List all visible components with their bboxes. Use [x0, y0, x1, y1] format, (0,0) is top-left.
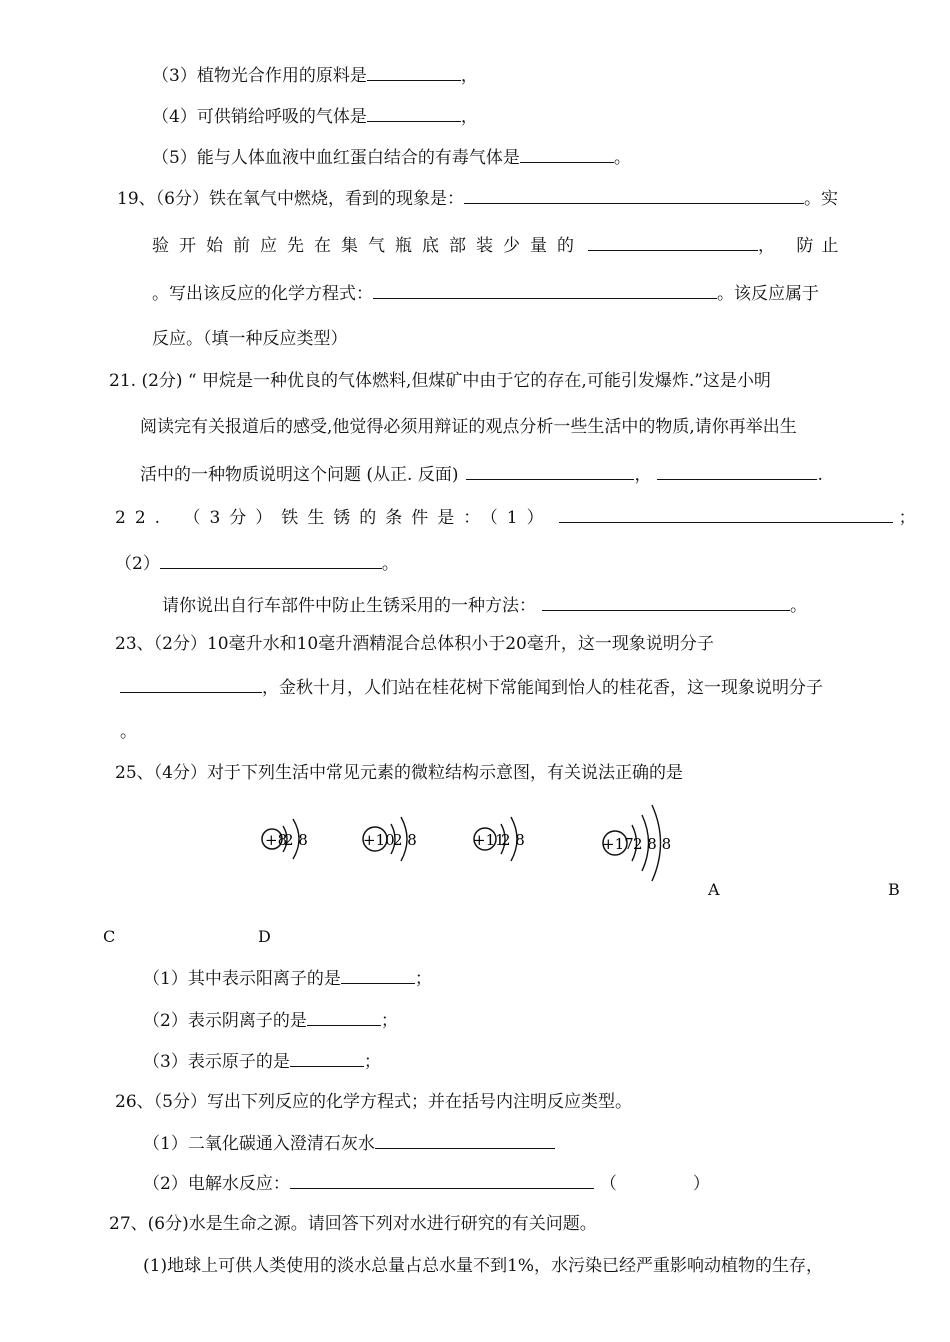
answer-blank[interactable]: [367, 64, 461, 81]
q18-item3: [152, 64, 478, 87]
q22-line3: [162, 594, 807, 617]
q18-item5: [152, 146, 631, 169]
atom-diagram-b: [355, 806, 435, 878]
q27-line2: (1)地球上可供人类使用的淡水总量占总水量不到1%，水污染已经严重影响动植物的生存，: [143, 1256, 824, 1276]
answer-blank[interactable]: [657, 463, 817, 480]
paren-close: ）: [692, 1174, 710, 1194]
q26-line1: 26、（5分）写出下列反应的化学方程式；并在括号内注明反应类型。: [115, 1092, 632, 1112]
paren-open: （: [599, 1174, 617, 1194]
q23-text: ，金秋十月，人们站在桂花树下常能闻到怡人的桂花香，这一现象说明分子: [262, 678, 823, 698]
answer-blank[interactable]: [290, 1172, 594, 1189]
q19-line4: 反应。（填一种反应类型）: [152, 329, 348, 349]
q19-line2: [152, 234, 846, 257]
atom-diagram-c: [467, 806, 547, 878]
q19-text: 。该反应属于: [717, 284, 819, 304]
punct: ，: [460, 66, 478, 86]
q19-text: 。写出该反应的化学方程式：: [152, 284, 373, 304]
q23-line2: [120, 676, 823, 699]
punct: ，: [634, 465, 652, 485]
q25-text: （2）表示阴离子的是: [143, 1011, 307, 1031]
atom-a-nucleus: +8: [265, 831, 288, 849]
q19-line3: [152, 282, 819, 305]
atom-diagram-d: [598, 795, 698, 890]
answer-blank[interactable]: [466, 463, 634, 480]
q27-line1: 27、(6分)水是生命之源。请回答下列对水进行研究的有关问题。: [109, 1214, 597, 1234]
q19-text-end: 。实: [803, 189, 838, 209]
diagram-label-a: A: [708, 880, 720, 899]
punct: .: [817, 465, 823, 485]
q25-item1: [143, 967, 432, 990]
atom-diagram-a: [255, 806, 325, 878]
answer-blank[interactable]: [588, 234, 758, 251]
q22-text: 22. （3分）铁生锈的条件是：（1）: [115, 508, 553, 528]
q22-line2: [115, 552, 399, 575]
punct: ；: [363, 1052, 381, 1072]
answer-blank[interactable]: [520, 146, 614, 163]
atom-a-electrons: 2 8: [284, 831, 308, 849]
answer-blank[interactable]: [373, 282, 717, 299]
answer-blank[interactable]: [375, 1132, 555, 1149]
q22-text: 请你说出自行车部件中防止生锈采用的一种方法：: [162, 596, 536, 616]
answer-blank[interactable]: [290, 1050, 364, 1067]
q25-line1: 25、（4分）对于下列生活中常见元素的微粒结构示意图，有关说法正确的是: [115, 763, 683, 783]
atom-b-nucleus: +10: [363, 831, 395, 849]
q23-line1: 23、（2分）10毫升水和10毫升酒精混合总体积小于20毫升，这一现象说明分子: [115, 634, 714, 654]
q23-line3: 。: [120, 722, 137, 742]
q18-item5-text: （5）能与人体血液中血红蛋白结合的有毒气体是: [152, 148, 520, 168]
q25-item2: [143, 1009, 398, 1032]
q19-text: 验开始前应先在集气瓶底部装少量的: [152, 236, 584, 256]
q21-line2: 阅读完有关报道后的感受,他觉得必须用辩证的观点分析一些生活中的物质,请你再举出生: [140, 417, 797, 437]
punct: 。: [790, 596, 807, 616]
q25-text: （3）表示原子的是: [143, 1052, 290, 1072]
q21-line1: 21. (2分) “ 甲烷是一种优良的气体燃料,但煤矿中由于它的存在,可能引发爆炸.”这是小明: [109, 371, 771, 391]
q18-item4-text: （4）可供销给呼吸的气体是: [152, 107, 367, 127]
answer-blank[interactable]: [542, 594, 790, 611]
q18-item4: [152, 105, 478, 128]
answer-blank[interactable]: [341, 967, 415, 984]
atom-c-electrons: 2 8: [501, 831, 525, 849]
punct: ；: [898, 508, 916, 528]
q18-item3-text: （3）植物光合作用的原料是: [152, 66, 367, 86]
q21-line3: [140, 463, 823, 486]
q26-item2: [143, 1172, 710, 1195]
q26-text: （1）二氧化碳通入澄清石灰水: [143, 1134, 375, 1154]
q26-item1: [143, 1132, 555, 1155]
answer-blank[interactable]: [307, 1009, 381, 1026]
q25-item3: [143, 1050, 381, 1073]
punct: ；: [414, 969, 432, 989]
punct: 。: [381, 554, 399, 574]
q25-text: （1）其中表示阳离子的是: [143, 969, 341, 989]
atom-b-electrons: 2 8: [393, 831, 417, 849]
punct: ；: [380, 1011, 398, 1031]
atom-d-electrons: 2 8 8: [633, 835, 672, 853]
answer-blank[interactable]: [367, 105, 461, 122]
q21-text: 活中的一种物质说明这个问题 (从正. 反面): [140, 465, 459, 485]
q19-line1: [117, 187, 838, 210]
q22-text: （2）: [115, 554, 160, 574]
q19-text: 19、（6分）铁在氧气中燃烧，看到的现象是：: [117, 189, 464, 209]
q19-text: ， 防止: [758, 236, 847, 256]
diagram-label-d: D: [258, 927, 271, 946]
punct: ，: [460, 107, 478, 127]
diagram-label-c: C: [103, 927, 116, 946]
punct: 。: [613, 148, 631, 168]
answer-blank[interactable]: [559, 506, 893, 523]
atom-c-nucleus: +11: [473, 831, 505, 849]
answer-blank[interactable]: [120, 676, 262, 693]
atom-d-nucleus: +17: [602, 835, 634, 853]
answer-blank[interactable]: [160, 552, 382, 569]
q22-line1: [115, 506, 916, 529]
diagram-label-b: B: [888, 880, 900, 899]
q26-text: （2）电解水反应：: [143, 1174, 290, 1194]
answer-blank[interactable]: [464, 187, 804, 204]
